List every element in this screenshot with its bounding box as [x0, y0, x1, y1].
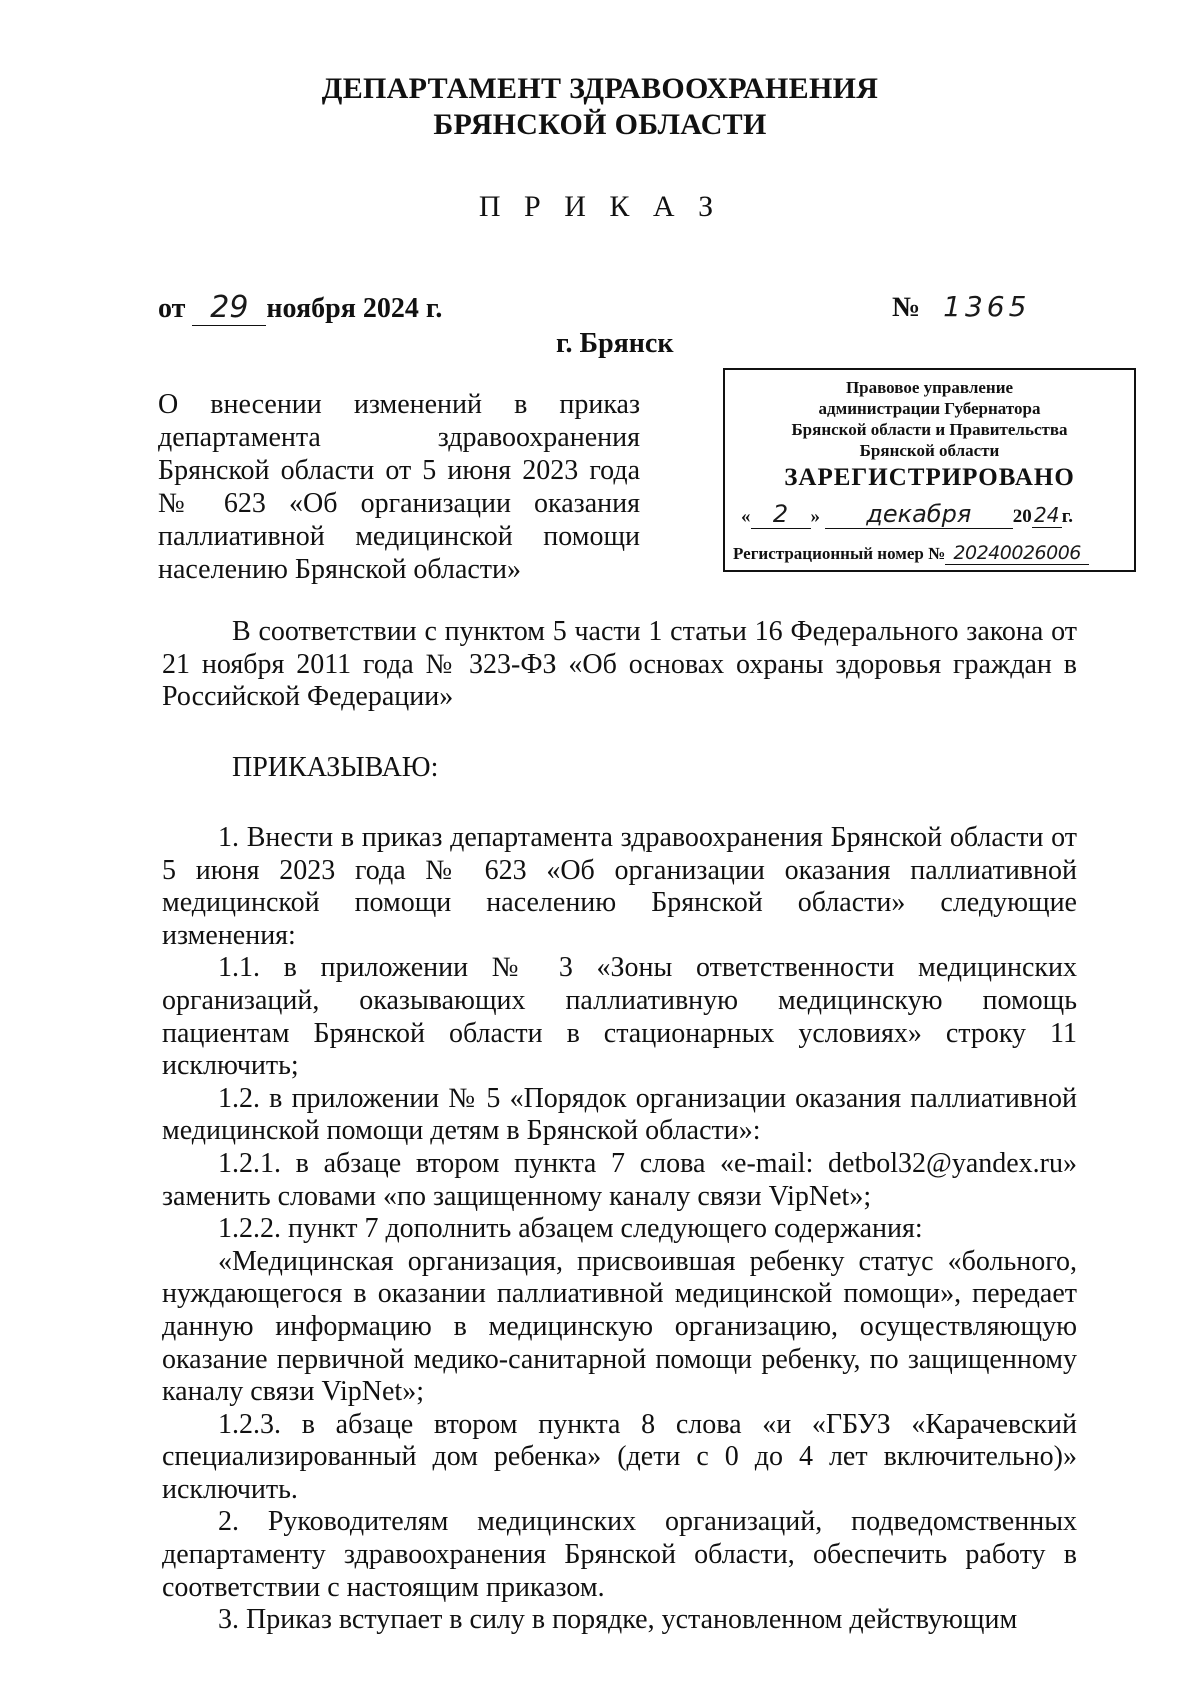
order-subject: О внесении изменений в приказ департамента здравоохранения Брянской области от 5 июня 2023 года № 623 «Об организации оказания паллиативной медицинской помощи населению Брянской области»	[158, 389, 640, 585]
stamp-close-quote: »	[810, 506, 820, 527]
date-prefix: от	[158, 293, 186, 324]
stamp-org-line4: Брянской области	[859, 441, 1000, 460]
order-item-1-2-1: 1.2.1. в абзаце втором пункта 7 слова «e-mail: detbol32@yandex.ru» заменить словами «по защищенному каналу связи VipNet»;	[162, 1147, 1077, 1212]
stamp-registered: ЗАРЕГИСТРИРОВАНО	[784, 464, 1075, 491]
order-item-1-2: 1.2. в приложении № 5 «Порядок организации оказания паллиативной медицинской помощи детям в Брянской области»:	[162, 1082, 1077, 1147]
stamp-year-prefix: 20	[1012, 506, 1032, 527]
order-item-2: 2. Руководителям медицинских организаций, подведомственных департаменту здравоохранения Брянской области, обеспечить работу в соответствии с настоящим приказом.	[162, 1506, 1077, 1603]
order-item-3: 3. Приказ вступает в силу в порядке, установленном действующим	[218, 1604, 1018, 1636]
city: г. Брянск	[556, 328, 674, 359]
order-date	[158, 290, 442, 326]
date-rest: ноября 2024 г.	[266, 293, 443, 324]
registration-stamp	[723, 368, 1136, 572]
order-number	[892, 290, 1030, 324]
order-item-1-2-3: 1.2.3. в абзаце втором пункта 8 слова «и «ГБУЗ «Карачевский специализированный дом ребенка» (дети с 0 до 4 лет включительно)» исключить.	[162, 1408, 1077, 1505]
stamp-reg-label: Регистрационный номер №	[733, 544, 946, 563]
order-item-1-2-2-quote: «Медицинская организация, присвоившая ребенку статус «больного, нуждающегося в оказании паллиативной медицинской помощи», передает данную информацию в медицинскую организацию, осуществляющую оказание первичной медико-санитарной помощи ребенку, по защищенному каналу связи VipNet»;	[162, 1245, 1077, 1408]
document-title: П Р И К А З	[478, 190, 722, 223]
stamp-day-handwritten: 2	[751, 500, 811, 529]
stamp-reg-row	[733, 542, 1089, 565]
stamp-date	[741, 500, 1073, 529]
order-word: ПРИКАЗЫВАЮ:	[232, 752, 439, 783]
stamp-org-line2: администрации Губернатора	[818, 399, 1041, 418]
preamble	[162, 616, 1077, 714]
number-label: №	[892, 292, 921, 323]
order-item-1: 1. Внести в приказ департамента здравоохранения Брянской области от 5 июня 2023 года № 623 «Об организации оказания паллиативной медицинской помощи населению Брянской области» следующие изменения:	[162, 822, 1077, 951]
department-name-line2: БРЯНСКОЙ ОБЛАСТИ	[433, 108, 767, 141]
stamp-year-handwritten: 24	[1032, 503, 1062, 528]
order-items	[162, 822, 1077, 1637]
date-day-handwritten: 29	[192, 290, 266, 326]
stamp-org-line1: Правовое управление	[845, 378, 1014, 397]
stamp-org-line3: Брянской области и Правительства	[791, 420, 1068, 439]
stamp-month-handwritten: декабря	[825, 500, 1013, 529]
stamp-open-quote: «	[741, 506, 751, 527]
department-name-line1: ДЕПАРТАМЕНТ ЗДРАВООХРАНЕНИЯ	[321, 72, 879, 105]
order-item-1-1: 1.1. в приложении № 3 «Зоны ответственности медицинских организаций, оказывающих паллиативную медицинскую помощь пациентам Брянской области в стационарных условиях» строку 11 исключить;	[162, 952, 1077, 1082]
preamble-text: В соответствии с пунктом 5 части 1 статьи 16 Федерального закона от 21 ноября 2011 года № 323-ФЗ «Об основах охраны здоровья граждан в Российской Федерации»	[162, 616, 1077, 713]
stamp-reg-number-handwritten: 20240026006	[945, 542, 1089, 565]
order-item-1-2-2: 1.2.2. пункт 7 дополнить абзацем следующего содержания:	[218, 1213, 923, 1245]
number-value-handwritten: 1365	[943, 290, 1031, 323]
stamp-year-end: г.	[1061, 506, 1073, 527]
